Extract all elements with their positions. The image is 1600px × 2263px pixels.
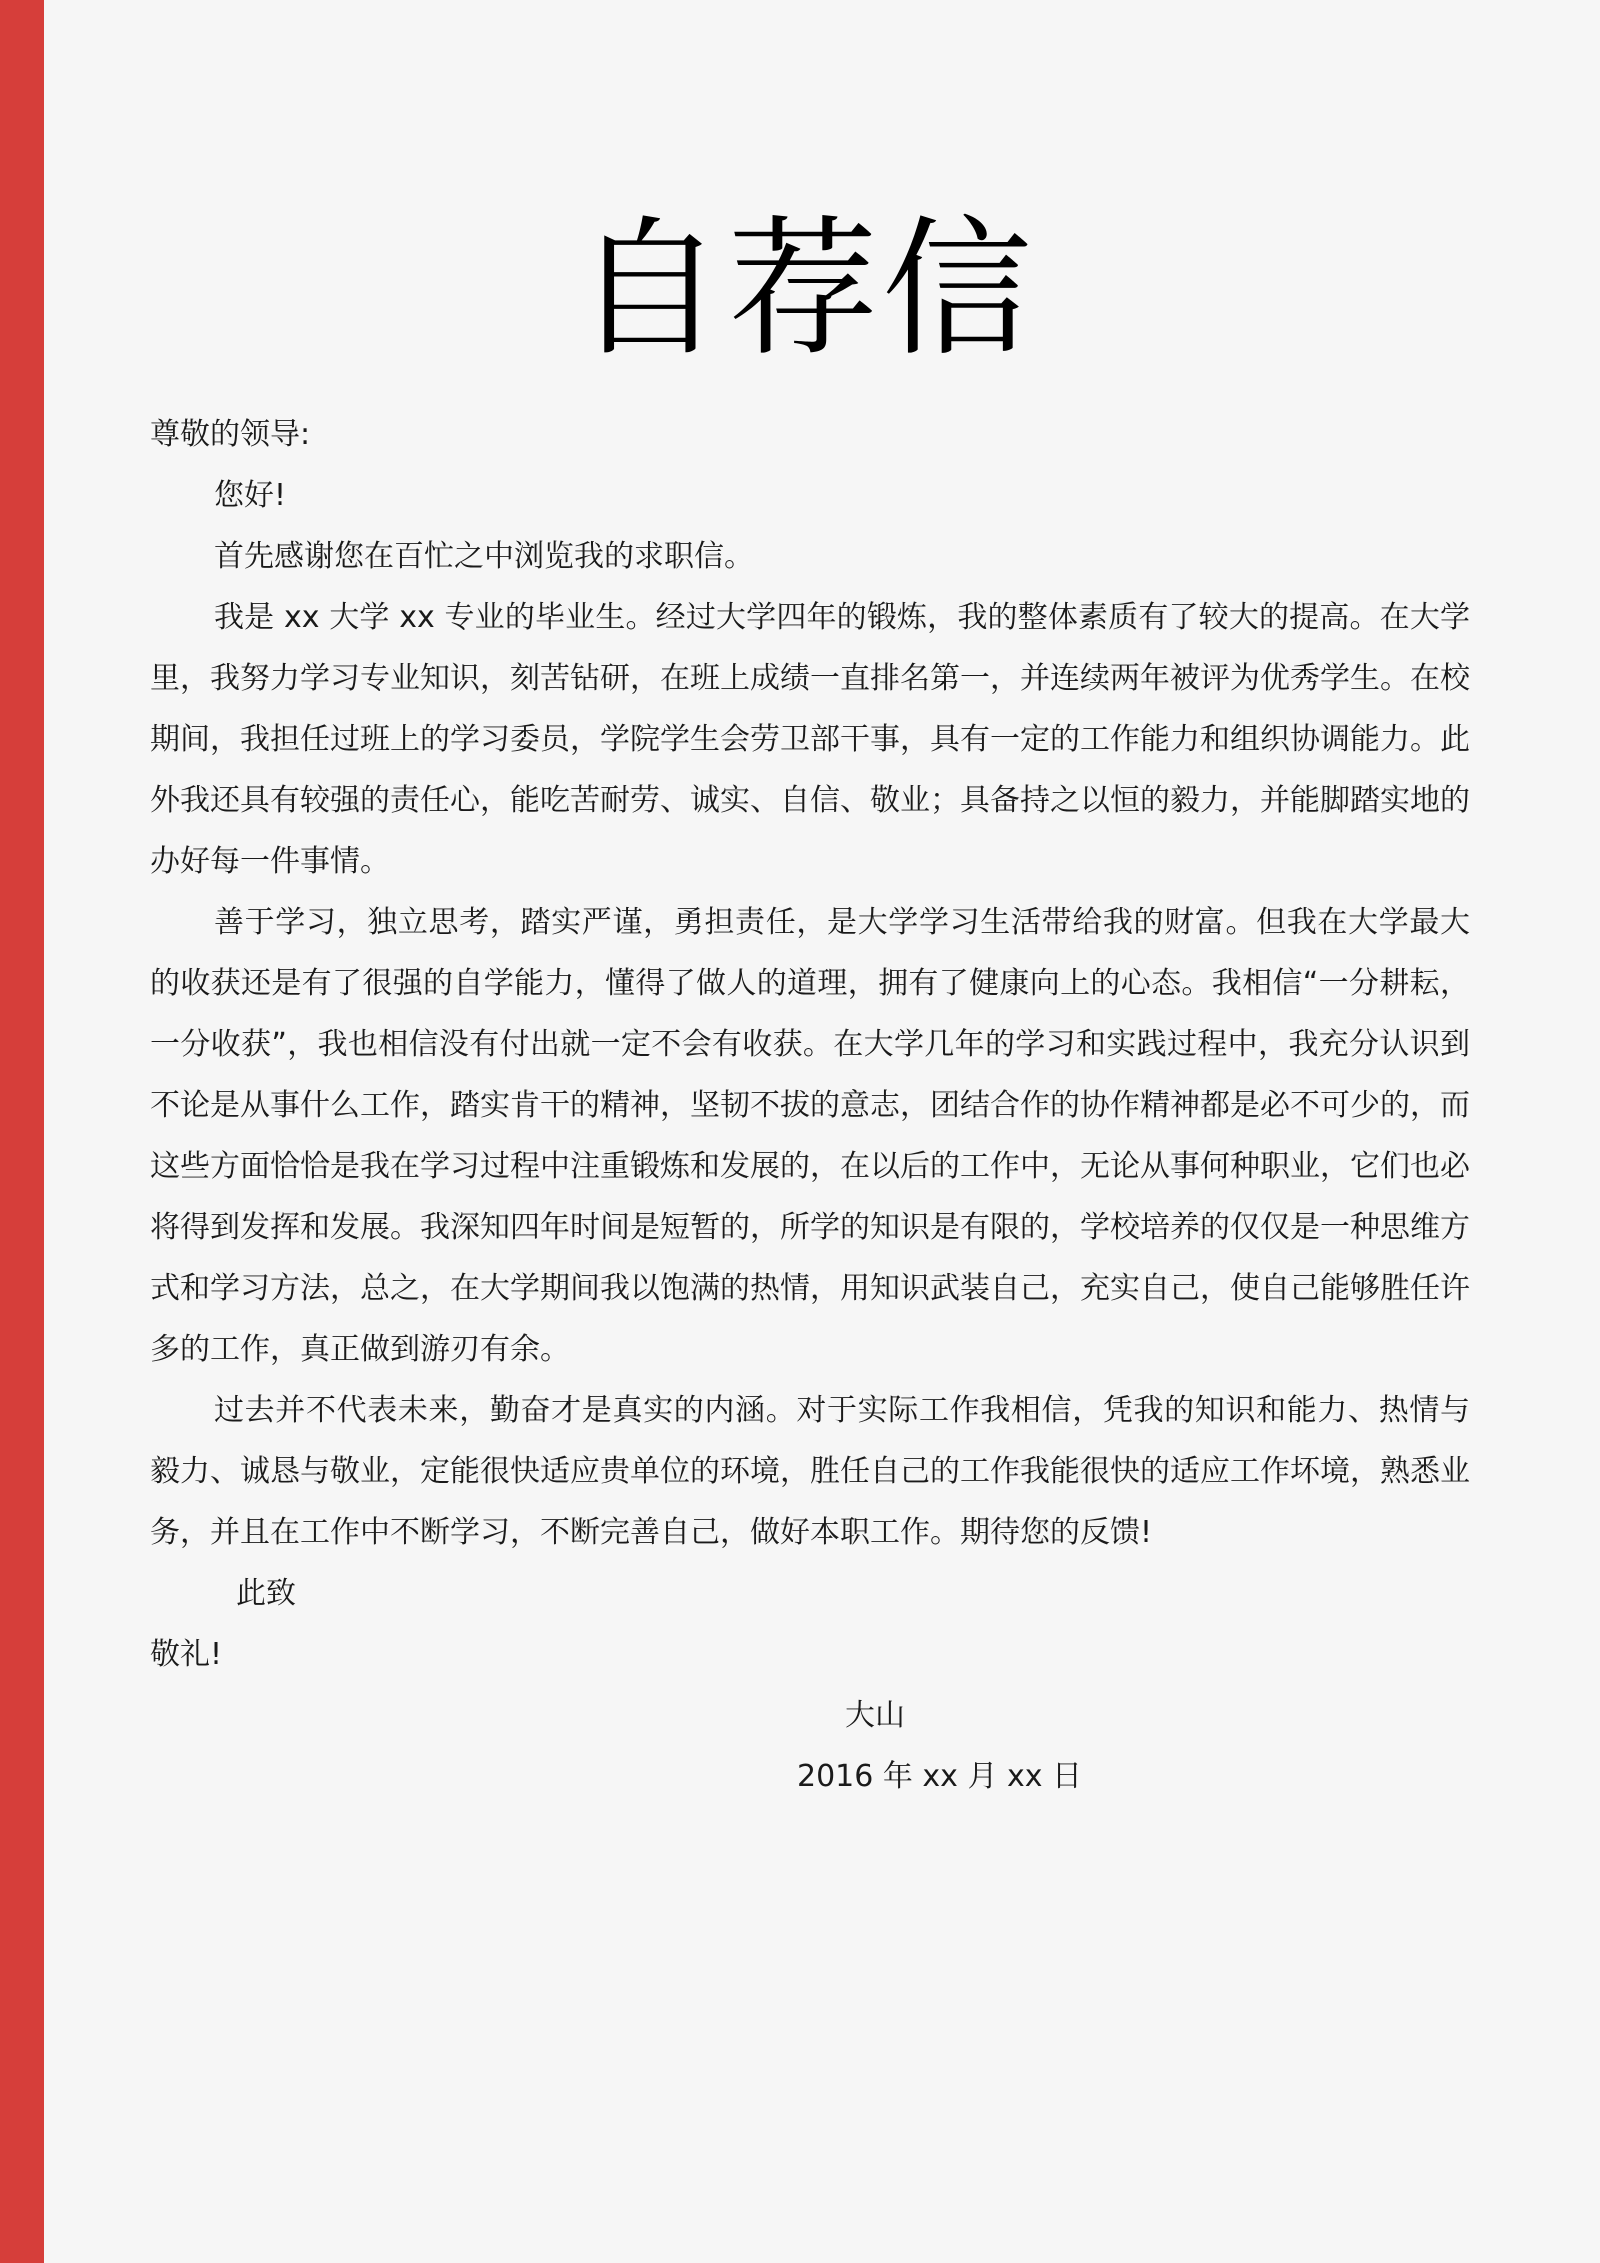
closing-phrase: 此致: [236, 1576, 296, 1611]
greeting: 您好!: [214, 478, 287, 513]
paragraph-conclusion: 过去并不代表未来，勤奋才是真实的内涵。对于实际工作我相信，凭我的知识和能力、热情与毅力、诚恳与敬业，定能很快适应贵单位的环境，胜任自己的工作我能很快的适应工作坏境，熟悉业务，并且在工作中不断学习，不断完善自己，做好本职工作。期待您的反馈!: [150, 1393, 1470, 1550]
salutation: 尊敬的领导:: [150, 417, 311, 452]
signature-date: 2016 年 xx 月 xx 日: [797, 1759, 1083, 1794]
regards: 敬礼!: [150, 1637, 223, 1672]
letter-body: [150, 404, 1470, 1807]
document-title: 自荐信: [573, 203, 1036, 377]
paragraph-qualities: 善于学习，独立思考，踏实严谨，勇担责任，是大学学习生活带给我的财富。但我在大学最大的收获还是有了很强的自学能力，懂得了做人的道理，拥有了健康向上的心态。我相信“一分耕耘，一分收获”，我也相信没有付出就一定不会有收获。在大学几年的学习和实践过程中，我充分认识到不论是从事什么工作，踏实肯干的精神，坚韧不拔的意志，团结合作的协作精神都是必不可少的，而这些方面恰恰是我在学习过程中注重锻炼和发展的，在以后的工作中，无论从事何种职业，它们也必将得到发挥和发展。我深知四年时间是短暂的，所学的知识是有限的，学校培养的仅仅是一种思维方式和学习方法，总之，在大学期间我以饱满的热情，用知识武装自己，充实自己，使自己能够胜任许多的工作，真正做到游刃有余。: [150, 905, 1470, 1367]
paragraph-background: 我是 xx 大学 xx 专业的毕业生。经过大学四年的锻炼，我的整体素质有了较大的提高。在大学里，我努力学习专业知识，刻苦钻研，在班上成绩一直排名第一，并连续两年被评为优秀学生。在校期间，我担任过班上的学习委员，学院学生会劳卫部干事，具有一定的工作能力和组织协调能力。此外我还具有较强的责任心，能吃苦耐劳、诚实、自信、敬业；具备持之以恒的毅力，并能脚踏实地的办好每一件事情。: [150, 600, 1470, 879]
signature-name: 大山: [845, 1698, 905, 1733]
paragraph-intro: 首先感谢您在百忙之中浏览我的求职信。: [214, 539, 754, 574]
